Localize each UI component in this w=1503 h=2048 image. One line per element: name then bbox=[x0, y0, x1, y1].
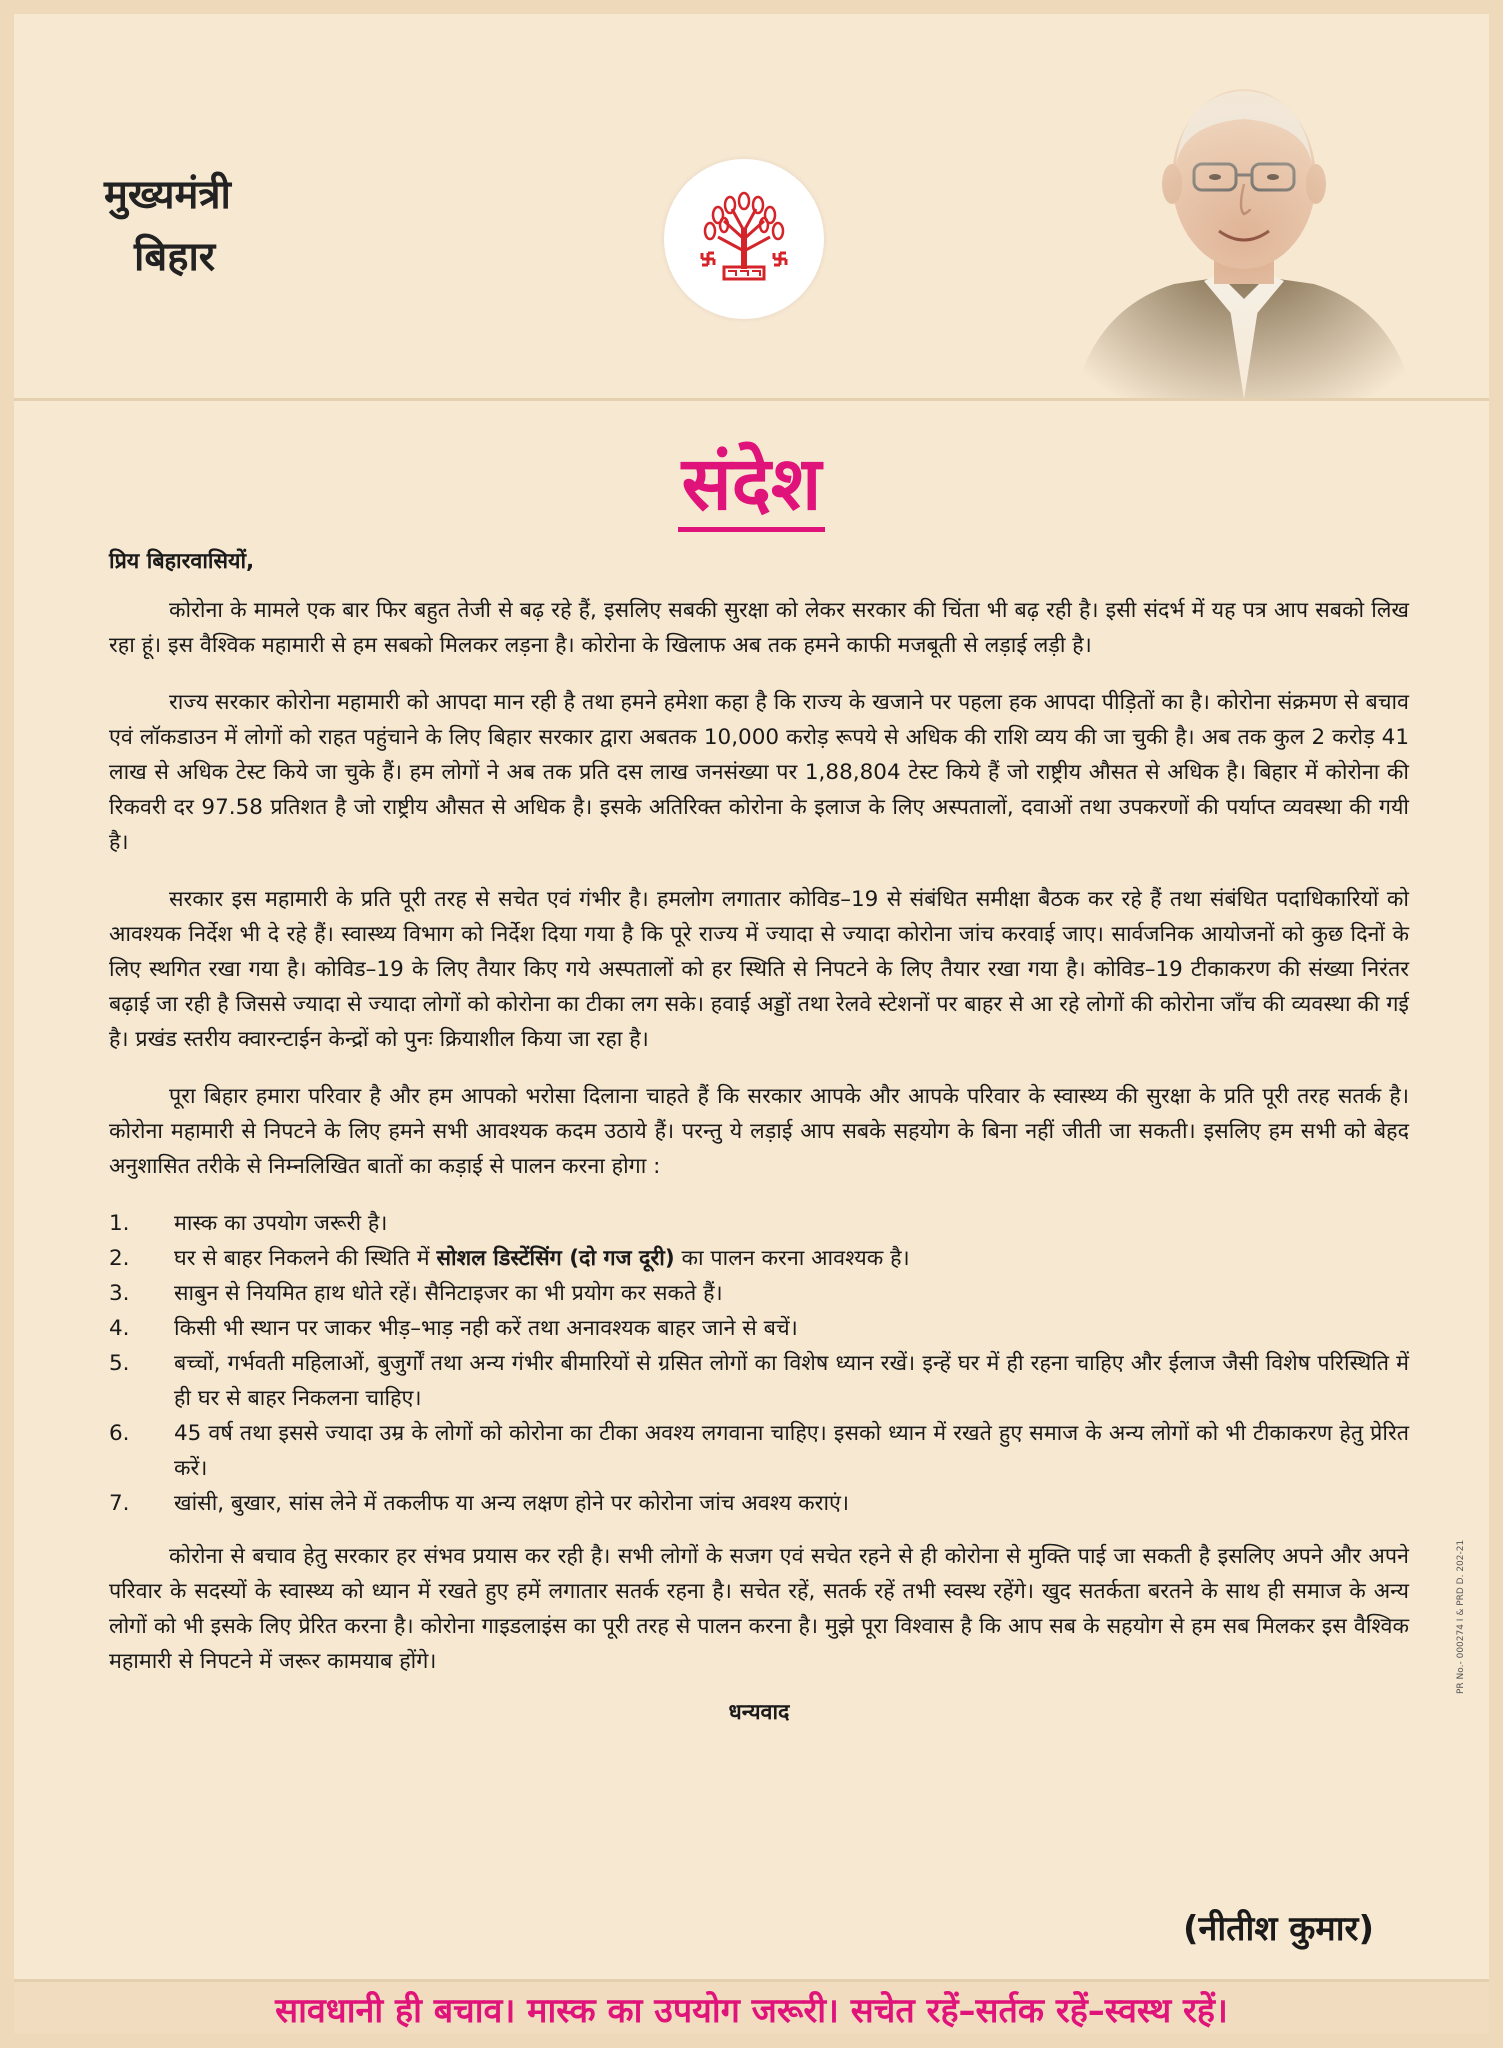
footer-slogan: सावधानी ही बचाव। मास्क का उपयोग जरूरी। सचेत रहें–सर्तक रहें–स्वस्थ रहें। bbox=[275, 1991, 1228, 2031]
chief-minister-portrait bbox=[1054, 69, 1434, 399]
paragraph-3: सरकार इस महामारी के प्रति पूरी तरह से सचेत एवं गंभीर है। हमलोग लगातार कोविड–19 से संबंधित समीक्षा बैठक कर रहे हैं तथा संबंधित पदाधिकारियों को आवश्यक निर्देश भी दे रहे हैं। स्वास्थ्य विभाग को निर्देश दिया गया है कि पूरे राज्य में ज्यादा से ज्यादा कोरोना जांच करवाई जाए। सार्वजनिक आयोजनों को कुछ दिनों के लिए स्थगित रखा गया है। कोविड–19 के लिए तैयार किए गये अस्पतालों को हर स्थिति से निपटने के लिए तैयार रखा गया है। कोविड–19 टीकाकरण की संख्या निरंतर बढ़ाई जा रही है जिससे ज्यादा से ज्यादा लोगों को कोरोना का टीका लग सके। हवाई अड्डों तथा रेलवे स्टेशनों पर बाहर से आ रहे लोगों की कोरोना जाँच की व्यवस्था की गई है। प्रखंड स्तरीय क्वारन्टाईन केन्द्रों को पुनः क्रियाशील किया जा रहा है। bbox=[109, 887, 1409, 1052]
bihar-emblem-icon bbox=[664, 159, 824, 319]
salutation: प्रिय बिहारवासियों, bbox=[109, 549, 255, 574]
list-item-text: खांसी, बुखार, सांस लेने में तकलीफ या अन्य लक्षण होने पर कोरोना जांच अवश्य कराएं। bbox=[174, 1491, 850, 1516]
list-item-text: मास्क का उपयोग जरूरी है। bbox=[174, 1211, 388, 1236]
list-item-number: 6. bbox=[109, 1421, 130, 1446]
list-item bbox=[109, 1241, 1409, 1276]
list-item-number: 2. bbox=[109, 1246, 130, 1271]
list-item-text: 45 वर्ष तथा इससे ज्यादा उम्र के लोगों को कोरोना का टीका अवश्य लगवाना चाहिए। इसको ध्यान में रखते हुए समाज के अन्य लोगों को भी टीकाकरण हेतु प्रेरित करें। bbox=[174, 1421, 1409, 1481]
list-item bbox=[109, 1276, 1409, 1311]
list-item-number: 5. bbox=[109, 1351, 130, 1376]
closing-paragraph: कोरोना से बचाव हेतु सरकार हर संभव प्रयास कर रही है। सभी लोगों के सजग एवं सचेत रहने से ही कोरोना से मुक्ति पाई जा सकती है इसलिए अपने और अपने परिवार के सदस्यों के स्वास्थ्य को ध्यान में रखते हुए हमें लगातार सतर्क रहना है। सचेत रहें, सतर्क रहें तभी स्वस्थ रहेंगे। खुद सतर्कता बरतने के साथ ही समाज के अन्य लोगों को भी इसके लिए प्रेरित करना है। कोरोना गाइडलाइंस का पूरी तरह से पालन करना है। मुझे पूरा विश्वास है कि आप सब के सहयोग से हम सब मिलकर इस वैश्विक महामारी से निपटने में जरूर कामयाब होंगे। bbox=[109, 1544, 1409, 1674]
title-text: संदेश bbox=[678, 441, 826, 532]
list-item-text: बच्चों, गर्भवती महिलाओं, बुजुर्गों तथा अन्य गंभीर बीमारियों से ग्रसित लोगों का विशेष ध्यान रखें। इन्हें घर में ही रहना चाहिए और ईलाज जैसी विशेष परिस्थिति में ही घर से बाहर निकलना चाहिए। bbox=[174, 1351, 1409, 1411]
list-item-number: 3. bbox=[109, 1281, 130, 1306]
list-item-text-post: का पालन करना आवश्यक है। bbox=[674, 1246, 910, 1271]
paragraph-4: पूरा बिहार हमारा परिवार है और हम आपको भरोसा दिलाना चाहते हैं कि सरकार आपके और आपके परिवार के स्वास्थ्य की सुरक्षा के प्रति पूरी तरह सतर्क है। कोरोना महामारी से निपटने के लिए हमने सभी आवश्यक कदम उठाये हैं। परन्तु ये लड़ाई आप सबके सहयोग के बिना नहीं जीती जा सकती। इसलिए हम सभी को बेहद अनुशासित तरीके से निम्नलिखित बातों का कड़ाई से पालन करना होगा : bbox=[109, 1084, 1409, 1179]
list-item-number: 1. bbox=[109, 1211, 130, 1236]
list-item-text: किसी भी स्थान पर जाकर भीड़–भाड़ नही करें तथा अनावश्यक बाहर जाने से बचें। bbox=[174, 1316, 798, 1341]
list-item bbox=[109, 1416, 1409, 1486]
list-item-number: 4. bbox=[109, 1316, 130, 1341]
list-item-text: साबुन से नियमित हाथ धोते रहें। सैनिटाइजर का भी प्रयोग कर सकते हैं। bbox=[174, 1281, 723, 1306]
message-body bbox=[109, 544, 1409, 1730]
list-item bbox=[109, 1206, 1409, 1241]
designation bbox=[104, 164, 231, 288]
list-item-number: 7. bbox=[109, 1491, 130, 1516]
paragraph-2: राज्य सरकार कोरोना महामारी को आपदा मान रही है तथा हमने हमेशा कहा है कि राज्य के खजाने पर पहला हक आपदा पीड़ितों का है। कोरोना संक्रमण से बचाव एवं लॉकडाउन में लोगों को राहत पहुंचाने के लिए बिहार सरकार द्वारा अबतक 10,000 करोड़ रूपये से अधिक की राशि व्यय की जा चुकी है। अब तक कुल 2 करोड़ 41 लाख से अधिक टेस्ट किये जा चुके हैं। हम लोगों ने अब तक प्रति दस लाख जनसंख्या पर 1,88,804 टेस्ट किये हैं जो राष्ट्रीय औसत से अधिक है। बिहार में कोरोना की रिकवरी दर 97.58 प्रतिशत है जो राष्ट्रीय औसत से अधिक है। इसके अतिरिक्त कोरोना के इलाज के लिए अस्पतालों, दवाओं तथा उपकरणों की पर्याप्त व्यवस्था की गयी है। bbox=[109, 690, 1409, 855]
header bbox=[14, 14, 1489, 394]
paragraph-1: कोरोना के मामले एक बार फिर बहुत तेजी से बढ़ रहे हैं, इसलिए सबकी सुरक्षा को लेकर सरकार की चिंता भी बढ़ रही है। इसी संदर्भ में यह पत्र आप सबको लिख रहा हूं। इस वैश्विक महामारी से हम सबको मिलकर लड़ना है। कोरोना के खिलाफ अब तक हमने काफी मजबूती से लड़ाई लड़ी है। bbox=[109, 598, 1409, 658]
list-item bbox=[109, 1311, 1409, 1346]
designation-line-1: मुख्यमंत्री bbox=[104, 172, 231, 218]
designation-line-2: बिहार bbox=[134, 234, 216, 280]
list-item bbox=[109, 1346, 1409, 1416]
thanks-text: धन्यवाद bbox=[728, 1700, 790, 1725]
list-item-text bbox=[174, 1241, 1409, 1276]
social-distancing-emphasis: सोशल डिस्टेंसिंग (दो गज दूरी) bbox=[436, 1246, 675, 1271]
signature: (नीतीश कुमार) bbox=[1182, 1909, 1374, 1949]
list-item bbox=[109, 1486, 1409, 1521]
pr-code: PR No.- 000274 I & PRD D. 202-21 bbox=[1456, 1539, 1466, 1694]
header-divider bbox=[14, 398, 1489, 401]
list-item-text-pre: घर से बाहर निकलने की स्थिति में bbox=[174, 1246, 437, 1271]
guidelines-list bbox=[109, 1206, 1409, 1521]
page-title bbox=[14, 434, 1489, 534]
